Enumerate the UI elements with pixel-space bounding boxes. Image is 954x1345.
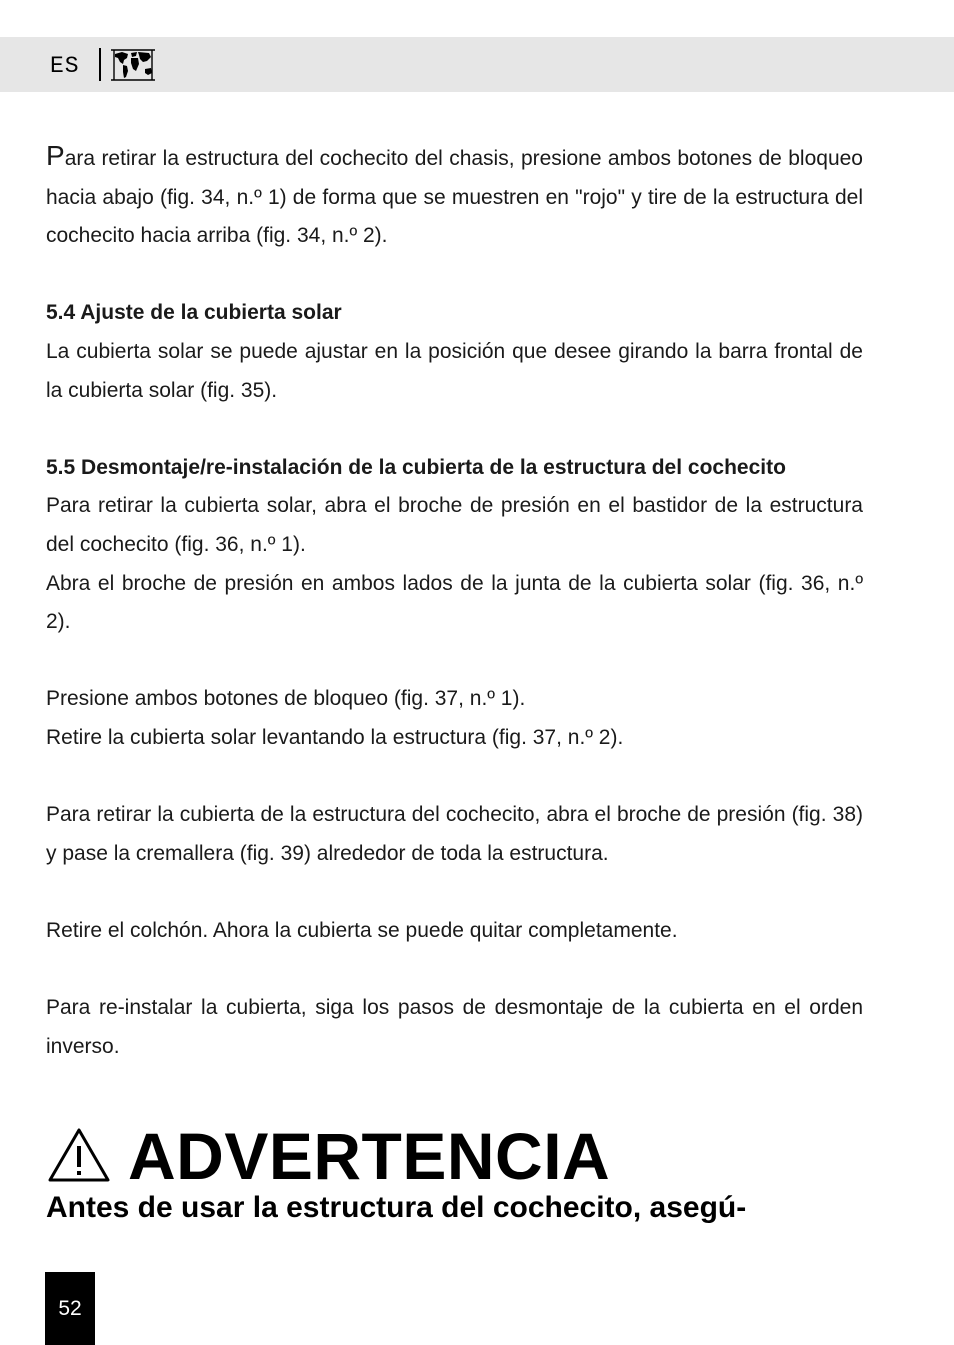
section-5-5-p1: Para retirar la cubierta solar, abra el broche de presión en el bastidor de la estructura del cochecito (fig. 36, n.º 1). (46, 494, 863, 556)
section-5-5-p2: Abra el broche de presión en ambos lados de la junta de la cubierta solar (fig. 36, n.º 2). (46, 571, 863, 634)
section-5-4-heading: 5.4 Ajuste de la cubierta solar (46, 301, 342, 325)
main-content (46, 137, 863, 1066)
warning-subtitle: Antes de usar la estructura del cochecito, asegú- (46, 1191, 747, 1224)
drop-cap: P (46, 140, 65, 171)
section-5-5-p6: Retire el colchón. Ahora la cubierta se puede quitar completamente. (46, 918, 678, 942)
section-5-5-p7: Para re-instalar la cubierta, siga los pasos de desmontaje de la cubierta en el orden inverso. (46, 996, 863, 1058)
intro-paragraph (46, 137, 863, 256)
header-divider (99, 48, 101, 81)
section-5-5-p3: Presione ambos botones de bloqueo (fig. 37, n.º 1). (46, 687, 526, 711)
section-5-5-p5: Para retirar la cubierta de la estructura del cochecito, abra el broche de presión (fig. 38) y pase la cremallera (fig. 39) alrededor de toda la estructura. (46, 803, 863, 865)
language-code: ES (50, 53, 80, 79)
warning-triangle-icon (46, 1126, 112, 1184)
page-number: 52 (45, 1272, 95, 1345)
page-header (0, 37, 954, 92)
section-5-4-body: La cubierta solar se puede ajustar en la posición que desee girando la barra frontal de la cubierta solar (fig. 35). (46, 339, 863, 402)
section-5-5-heading: 5.5 Desmontaje/re-instalación de la cubierta de la estructura del cochecito (46, 455, 786, 479)
section-5-5-p4: Retire la cubierta solar levantando la estructura (fig. 37, n.º 2). (46, 725, 624, 749)
warning-title: ADVERTENCIA (128, 1119, 611, 1193)
world-map-icon (109, 47, 157, 83)
intro-text: ara retirar la estructura del cochecito del chasis, presione ambos botones de bloqueo hacia abajo (fig. 34, n.º 1) de forma que se muestren en "rojo" y tire de la estructura del cochecito hacia arriba (fig. 34, n.º 2). (46, 147, 863, 248)
